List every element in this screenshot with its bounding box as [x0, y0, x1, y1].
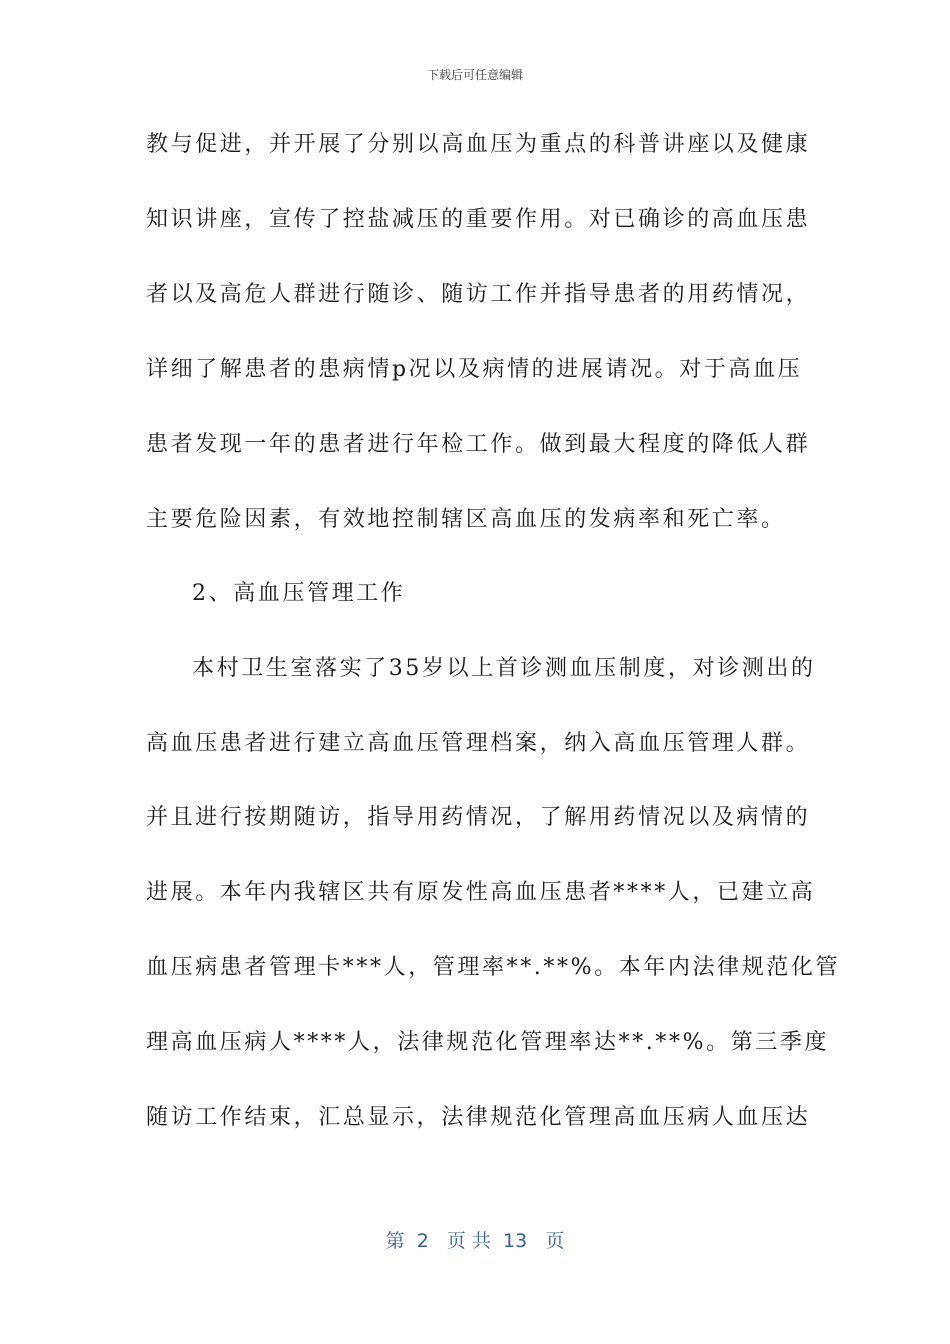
text-line: 血压病患者管理卡***人，管理率**.**%。本年内法律规范化管 — [146, 955, 841, 980]
text-line: 详细了解患者的患病情p况以及病情的进展请况。对于高血压 — [146, 357, 803, 382]
text-line: 教与促进，并开展了分别以高血压为重点的科普讲座以及健康 — [146, 132, 811, 157]
text-line: 进展。本年内我辖区共有原发性高血压患者****人，已建立高 — [146, 880, 816, 905]
text-line: 主要危险因素，有效地控制辖区高血压的发病率和死亡率。 — [146, 507, 786, 532]
text-line: 理高血压病人****人，法律规范化管理率达**.**%。第三季度 — [146, 1030, 830, 1055]
text-line: 知识讲座，宣传了控盐减压的重要作用。对已确诊的高血压患 — [146, 207, 811, 232]
text-line: 并且进行按期随访，指导用药情况，了解用药情况以及病情的 — [146, 805, 811, 830]
text-line: 高血压患者进行建立高血压管理档案，纳入高血压管理人群。 — [146, 731, 811, 756]
text-line: 患者发现一年的患者进行年检工作。做到最大程度的降低人群 — [146, 432, 811, 457]
text-line: 本村卫生室落实了35岁以上首诊测血压制度，对诊测出的 — [192, 656, 816, 681]
text-line: 者以及高危人群进行随诊、随访工作并指导患者的用药情况， — [146, 282, 811, 307]
text-line: 随访工作结束，汇总显示，法律规范化管理高血压病人血压达 — [146, 1105, 811, 1130]
page-header-note: 下载后可任意编辑 — [426, 68, 523, 82]
page-number: 第 2 页 共 13 页 — [385, 1230, 565, 1252]
section-heading: 2、高血压管理工作 — [192, 581, 406, 606]
